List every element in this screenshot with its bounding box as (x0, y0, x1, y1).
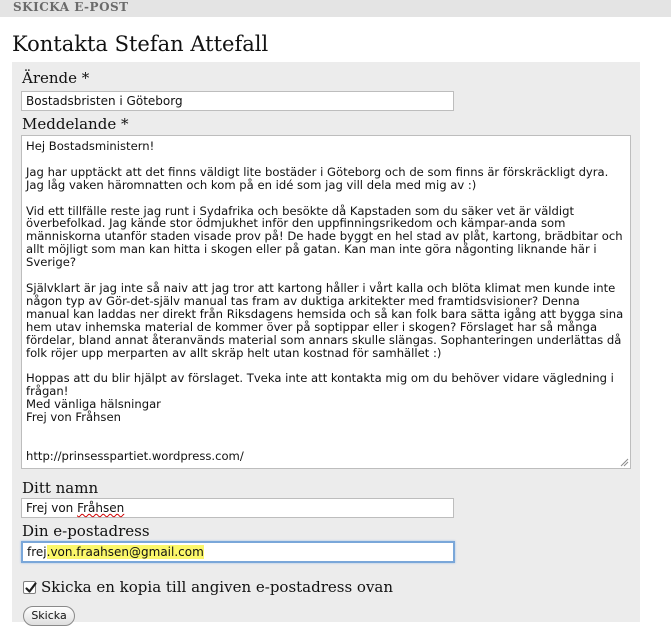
email-value-typed: frej (27, 545, 47, 559)
subject-input[interactable] (21, 91, 454, 111)
section-header-bar (0, 0, 671, 17)
checkmark-icon (24, 581, 38, 595)
page-title: Kontakta Stefan Attefall (12, 32, 269, 56)
copy-checkbox[interactable] (23, 581, 36, 594)
resize-grip-icon[interactable] (619, 457, 629, 467)
subject-label: Ärende * (22, 69, 90, 87)
name-label: Ditt namn (22, 479, 99, 497)
section-header-label: SKICKA E-POST (13, 0, 129, 14)
email-value-autofill: .von.fraahsen@gmail.com (46, 545, 204, 559)
send-button[interactable]: Skicka (23, 606, 75, 626)
name-input[interactable] (21, 498, 454, 518)
name-value-first: Frej von (26, 501, 78, 515)
message-label: Meddelande * (22, 115, 129, 133)
email-input[interactable] (21, 541, 455, 563)
message-textarea[interactable]: Hej Bostadsministern! Jag har upptäckt att det finns väldigt lite bostäder i Göteborg och de som finns är förskräckligt dyra. Jag låg vaken häromnatten och kom på en idé som jag vill dela med mig av :) Vid ett tillfälle reste jag runt i Sydafrika och besökte då Kapstaden som du säker vet är väldigt överbefolkad. Jag kände stor ödmjukhet inför den uppfinningsrikedom och kämpar-anda som människorna utanför staden visade prov på! De hade byggt en hel stad av plåt, kartong, brädbitar och allt möjligt som man kan hitta i skogen eller på gatan. Kan man inte göra någonting liknande här i Sverige? Självklart är jag inte så naiv att jag tror att kartong håller i vårt kalla och blöta klimat men kunde inte någon typ av Gör-det-själv manual tas fram av duktiga arkitekter med framtidsvisioner? Denna manual kan laddas ner direkt från Riksdagens hemsida och så kan folk bara sätta igång att bygga sina hem utav inhemska material de kommer över på soptippar eller i skogen? Förslaget har så många fördelar, bland annat återanvänds material som annars skulle slängas. Sophanteringen underlättas då folk röjer upp merparten av allt skräp helt utan kostnad för samhället :) Hoppas att du blir hjälpt av förslaget. Tveka inte att kontakta mig om du behöver vidare vägledning i frågan! Med vänliga hälsningar Frej von Fråhsen http://prinsesspartiet.wordpress.com/ (21, 135, 631, 469)
copy-checkbox-label[interactable]: Skicka en kopia till angiven e-postadress ovan (41, 578, 394, 596)
email-label: Din e-postadress (22, 522, 150, 540)
name-value-misspelled: Fråhsen (77, 501, 125, 515)
